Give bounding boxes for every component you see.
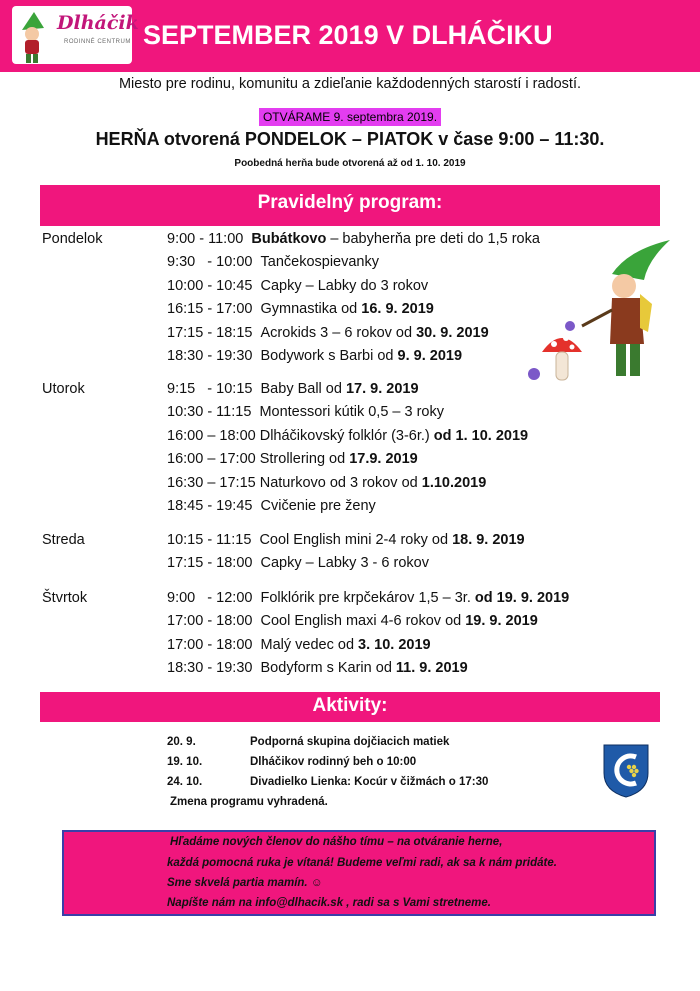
schedule-row [167, 254, 379, 270]
schedule-row [167, 532, 525, 548]
activity-text: Dlháčikov rodinný beh o 10:00 [250, 756, 417, 768]
activity-text: Divadielko Lienka: Kocúr v čižmách o 17:30 [250, 776, 489, 788]
afternoon-note: Poobedná herňa bude otvorená až od 1. 10. 2019 [234, 158, 466, 169]
schedule-bold: 16. 9. 2019 [361, 301, 434, 317]
activity-text: Podporná skupina dojčiacich matiek [250, 736, 450, 748]
note-line: Sme skvelá partia mamín. ☺ [167, 877, 323, 889]
activity-date: 19. 10. [167, 756, 203, 768]
day-label: Pondelok [42, 231, 103, 247]
schedule-bold: 19. 9. 2019 [465, 613, 538, 629]
schedule-bold: 17.9. 2019 [349, 451, 418, 467]
schedule-bold: Bubátkovo [251, 231, 327, 247]
note-line: Hľadáme nových členov do nášho tímu – na otváranie herne, [170, 836, 503, 848]
schedule-time: 17:00 - 18:00 [167, 637, 261, 653]
herna-hours: HERŇA otvorená PONDELOK – PIATOK v čase 9:00 – 11:30. [95, 129, 605, 149]
schedule-bold: od 1. 10. 2019 [433, 428, 529, 444]
schedule-row [167, 451, 418, 467]
opening-date: OTVÁRAME 9. septembra 2019. [259, 108, 441, 126]
schedule-time: 17:15 - 18:00 [167, 555, 261, 571]
schedule-time: 16:30 – 17:15 [167, 475, 260, 491]
schedule-pre: Cool English mini 2-4 roky od [259, 532, 453, 548]
logo-subtitle: RODINNÉ CENTRUM [64, 39, 131, 45]
schedule-row [167, 278, 428, 294]
town-crest-icon [596, 739, 656, 801]
schedule-time: 10:15 - 11:15 [167, 532, 260, 548]
schedule-bold: 3. 10. 2019 [358, 637, 431, 653]
schedule-time: 9:30 - 10:00 [167, 254, 261, 270]
note-line: každá pomocná ruka je vítaná! Budeme veľmi radi, ak sa k nám pridáte. [167, 857, 557, 869]
schedule-row [167, 613, 538, 629]
schedule-time: 16:00 – 18:00 [167, 428, 260, 444]
schedule-row [167, 555, 429, 571]
schedule-time: 10:00 - 10:45 [167, 278, 261, 294]
activities-heading: Aktivity: [40, 692, 660, 722]
schedule-bold: 18. 9. 2019 [452, 532, 525, 548]
schedule-pre: Dlháčikovský folklór (3-6r.) [259, 428, 434, 444]
schedule-time: 18:30 - 19:30 [167, 660, 261, 676]
schedule-time: 9:00 - 11:00 [167, 231, 252, 247]
schedule-pre: Tančekospievanky [260, 254, 380, 270]
schedule-pre: Baby Ball od [260, 381, 346, 397]
schedule-time: 10:30 - 11:15 [167, 404, 260, 420]
schedule-pre: Capky – Labky do 3 rokov [260, 278, 429, 294]
day-label: Streda [42, 532, 85, 548]
schedule-pre: Cool English maxi 4-6 rokov od [260, 613, 466, 629]
schedule-bold: 1.10.2019 [421, 475, 487, 491]
day-label: Utorok [42, 381, 85, 397]
schedule-pre: Malý vedec od [260, 637, 359, 653]
schedule-bold: od 19. 9. 2019 [474, 590, 570, 606]
schedule-row [167, 381, 419, 397]
header-banner [0, 0, 700, 72]
schedule-pre: Gymnastika od [260, 301, 362, 317]
schedule-row [167, 428, 528, 444]
schedule-row [167, 348, 462, 364]
schedule-bold: 30. 9. 2019 [416, 325, 489, 341]
schedule-bold: 17. 9. 2019 [345, 381, 419, 397]
schedule-pre: Bodyform s Karin od [260, 660, 396, 676]
schedule-row [167, 590, 569, 606]
activity-date: 20. 9. [167, 736, 196, 748]
schedule-row [167, 231, 540, 247]
schedule-time: 16:00 – 17:00 [167, 451, 260, 467]
schedule-row [167, 301, 434, 317]
note-line: Napíšte nám na info@dlhacik.sk , radi sa s Vami stretneme. [167, 897, 491, 909]
schedule-time: 17:15 - 18:15 [167, 325, 261, 341]
schedule-row [167, 637, 431, 653]
schedule-row [167, 498, 376, 514]
program-change-note: Zmena programu vyhradená. [170, 796, 328, 808]
activity-date: 24. 10. [167, 776, 203, 788]
schedule-bold: 11. 9. 2019 [395, 660, 468, 676]
schedule-post: – babyherňa pre deti do 1,5 roka [326, 231, 540, 247]
schedule-pre: Naturkovo od 3 rokov od [259, 475, 422, 491]
schedule-time: 16:15 - 17:00 [167, 301, 261, 317]
schedule-time: 18:45 - 19:45 [167, 498, 261, 514]
schedule-pre: Bodywork s Barbi od [260, 348, 398, 364]
page-title: SEPTEMBER 2019 V DLHÁČIKU [143, 20, 553, 50]
schedule-row [167, 404, 444, 420]
subtitle: Miesto pre rodinu, komunitu a zdieľanie každodenných starostí i radostí. [118, 76, 582, 92]
schedule-pre: Folklórik pre krpčekárov 1,5 – 3r. [260, 590, 475, 606]
schedule-row [167, 660, 468, 676]
program-heading: Pravidelný program: [40, 185, 660, 226]
gnome-illustration [520, 232, 680, 387]
schedule-bold: 9. 9. 2019 [397, 348, 463, 364]
schedule-pre: Montessori kútik 0,5 – 3 roky [259, 404, 444, 420]
schedule-pre: Strollering od [259, 451, 350, 467]
logo [12, 6, 139, 64]
schedule-row [167, 475, 486, 491]
schedule-pre: Capky – Labky 3 - 6 rokov [260, 555, 429, 571]
schedule-time: 9:00 - 12:00 [167, 590, 261, 606]
schedule-time: 9:15 - 10:15 [167, 381, 261, 397]
day-label: Štvrtok [42, 590, 88, 606]
schedule-pre: Cvičenie pre ženy [260, 498, 376, 514]
schedule-time: 18:30 - 19:30 [167, 348, 261, 364]
schedule-row [167, 325, 489, 341]
gnome-logo-icon [14, 10, 52, 66]
logo-name: Dlháčik [57, 12, 139, 34]
schedule-pre: Acrokids 3 – 6 rokov od [260, 325, 417, 341]
schedule-time: 17:00 - 18:00 [167, 613, 261, 629]
